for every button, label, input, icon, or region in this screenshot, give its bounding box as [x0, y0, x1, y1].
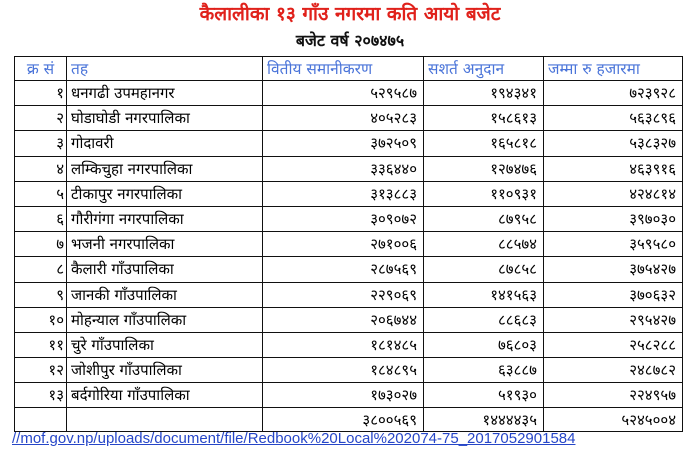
- fiscal-equalization-cell: १८४८९५: [263, 358, 424, 383]
- header-total-thousands: जम्मा रु हजारमा: [544, 57, 683, 81]
- fiscal-equalization-cell: १८१४८५: [263, 332, 424, 357]
- total-cell: ३९७०३०: [544, 206, 683, 231]
- total-cell: ४२४८१४: [544, 181, 683, 206]
- level-cell: टीकापुर नगरपालिका: [67, 181, 263, 206]
- conditional-grant-cell: १५८६१३: [424, 106, 544, 131]
- serial-cell: १०: [15, 307, 67, 332]
- fiscal-equalization-cell: १७३०२७: [263, 383, 424, 408]
- level-cell: जानकी गाँउपालिका: [67, 282, 263, 307]
- total-cell: ५६३८९६: [544, 106, 683, 131]
- header-level: तह: [67, 57, 263, 81]
- level-cell: भजनी नगरपालिका: [67, 232, 263, 257]
- fiscal-equalization-cell: ३०९०७२: [263, 206, 424, 231]
- fiscal-equalization-cell: ३१३८८३: [263, 181, 424, 206]
- level-cell: गौरीगंगा नगरपालिका: [67, 206, 263, 231]
- serial-cell: ४: [15, 156, 67, 181]
- conditional-grant-cell: ५१९३०: [424, 383, 544, 408]
- serial-cell: १२: [15, 358, 67, 383]
- page-title: कैलालीका १३ गाँउ नगरमा कति आयो बजेट: [199, 3, 501, 25]
- fiscal-equalization-cell: २७१००६: [263, 232, 424, 257]
- serial-cell: ३: [15, 131, 67, 156]
- table-row: [15, 131, 683, 156]
- serial-cell: १: [15, 81, 67, 106]
- level-cell: बर्दगोरिया गाँउपालिका: [67, 383, 263, 408]
- total-fiscal-equalization-cell: ३८००५६९: [263, 408, 424, 432]
- serial-cell: ८: [15, 257, 67, 282]
- total-cell: ५३८३२७: [544, 131, 683, 156]
- conditional-grant-cell: ७६८०३: [424, 332, 544, 357]
- header-serial-number: क्र सं: [15, 57, 67, 81]
- table-row: [15, 81, 683, 106]
- conditional-grant-cell: ८८६८३: [424, 307, 544, 332]
- header-conditional-grant: सशर्त अनुदान: [424, 57, 544, 81]
- table-row: [15, 232, 683, 257]
- total-cell: २४८७८२: [544, 358, 683, 383]
- conditional-grant-cell: १९४३४१: [424, 81, 544, 106]
- table-row: [15, 206, 683, 231]
- fiscal-equalization-cell: २०६७४४: [263, 307, 424, 332]
- conditional-grant-cell: ६३८८७: [424, 358, 544, 383]
- level-cell: गोदावरी: [67, 131, 263, 156]
- total-cell: ३७०६३२: [544, 282, 683, 307]
- level-cell: कैलारी गाँउपालिका: [67, 257, 263, 282]
- table-header-row: [15, 57, 683, 81]
- fiscal-equalization-cell: २८७५६९: [263, 257, 424, 282]
- level-cell: घोडाघोडी नगरपालिका: [67, 106, 263, 131]
- fiscal-equalization-cell: ३७२५०९: [263, 131, 424, 156]
- conditional-grant-cell: ८७८५८: [424, 257, 544, 282]
- conditional-grant-cell: ८८५७४: [424, 232, 544, 257]
- total-cell: ३५९५८०: [544, 232, 683, 257]
- serial-cell: १३: [15, 383, 67, 408]
- header-fiscal-equalization: वितीय समानीकरण: [263, 57, 424, 81]
- table-row: [15, 282, 683, 307]
- conditional-grant-cell: ८७९५८: [424, 206, 544, 231]
- level-cell: मोहन्याल गाँउपालिका: [67, 307, 263, 332]
- level-cell: धनगढी उपमहानगर: [67, 81, 263, 106]
- table-row: [15, 181, 683, 206]
- conditional-grant-cell: १६५८१८: [424, 131, 544, 156]
- table-row: [15, 307, 683, 332]
- budget-table: [14, 56, 683, 432]
- fiscal-equalization-cell: ३३६४४०: [263, 156, 424, 181]
- serial-cell: ११: [15, 332, 67, 357]
- fiscal-equalization-cell: ५२९५८७: [263, 81, 424, 106]
- total-cell: २५८२८८: [544, 332, 683, 357]
- fiscal-equalization-cell: ४०५२८३: [263, 106, 424, 131]
- table-row: [15, 156, 683, 181]
- level-cell: लम्किचुहा नगरपालिका: [67, 156, 263, 181]
- total-cell: ४६३९१६: [544, 156, 683, 181]
- table-row: [15, 257, 683, 282]
- total-cell: २२४९५७: [544, 383, 683, 408]
- serial-cell: ९: [15, 282, 67, 307]
- level-cell: चुरे गाँउपालिका: [67, 332, 263, 357]
- table-row: [15, 383, 683, 408]
- serial-cell: ६: [15, 206, 67, 231]
- total-cell: ३७५४२७: [544, 257, 683, 282]
- conditional-grant-cell: ११०९३१: [424, 181, 544, 206]
- total-cell: २९५४२७: [544, 307, 683, 332]
- conditional-grant-cell: १४१५६३: [424, 282, 544, 307]
- table-row: [15, 106, 683, 131]
- serial-cell: ५: [15, 181, 67, 206]
- serial-cell: ७: [15, 232, 67, 257]
- table-row: [15, 332, 683, 357]
- level-cell: जोशीपुर गाँउपालिका: [67, 358, 263, 383]
- table-row: [15, 358, 683, 383]
- serial-cell: २: [15, 106, 67, 131]
- total-total-cell: ५२४५००४: [544, 408, 683, 432]
- conditional-grant-cell: १२७४७६: [424, 156, 544, 181]
- fiscal-equalization-cell: २२९०६९: [263, 282, 424, 307]
- source-link[interactable]: //mof.gov.np/uploads/document/file/Redbook%20Local%202074-75_2017052901584: [12, 430, 576, 447]
- budget-year-subtitle: बजेट वर्ष २०७४७५: [295, 31, 405, 50]
- total-cell: ७२३९२८: [544, 81, 683, 106]
- total-conditional-grant-cell: १४४४४३५: [424, 408, 544, 432]
